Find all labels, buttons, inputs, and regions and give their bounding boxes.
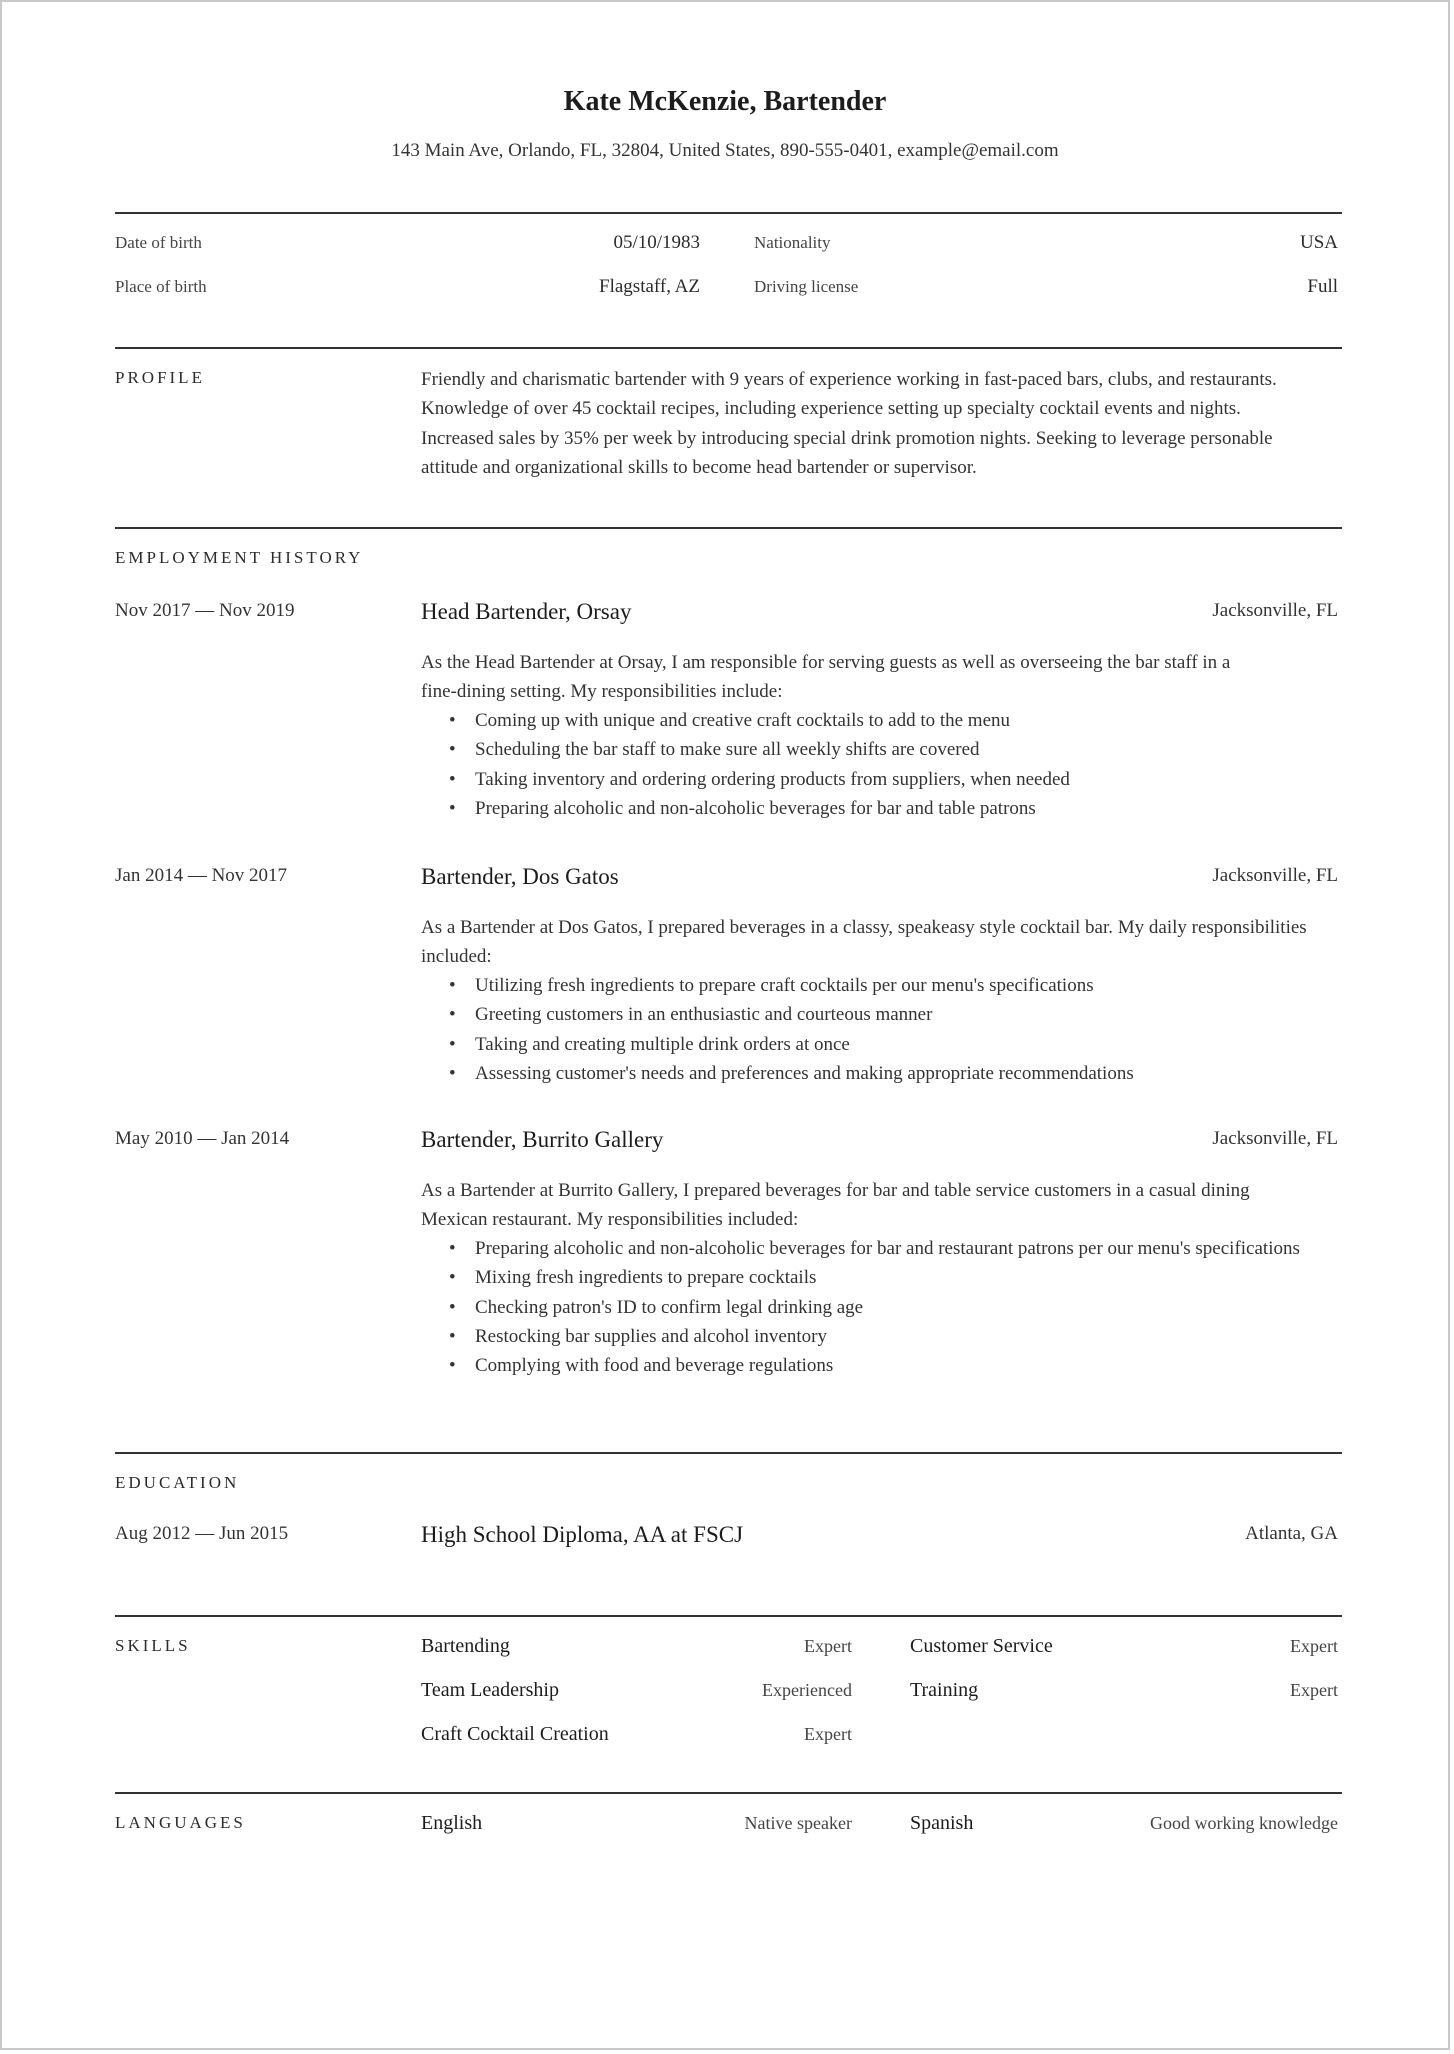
nationality-value: USA	[1299, 232, 1338, 253]
pob-value: Flagstaff, AZ	[599, 276, 700, 297]
job-description-line: As a Bartender at Dos Gatos, I prepared beverages in a classy, speakeasy style cocktail bar. My daily responsibilities	[421, 917, 1307, 938]
job-description-line: Mexican restaurant. My responsibilities included:	[421, 1209, 799, 1231]
profile-text	[421, 365, 1346, 482]
job-responsibilities	[421, 1234, 1305, 1380]
list-item: • Restocking bar supplies and alcohol inventory	[475, 1322, 1305, 1351]
list-item: • Assessing customer's needs and preferences and making appropriate recommendations	[475, 1059, 1335, 1088]
skill-level: Expert	[804, 1724, 852, 1744]
education-dates: Aug 2012 — Jun 2015	[115, 1523, 289, 1544]
list-item: • Coming up with unique and creative craft cocktails to add to the menu	[475, 706, 1335, 735]
employment-heading: EMPLOYMENT HISTORY	[115, 548, 364, 567]
education-degree: High School Diploma, AA at FSCJ	[421, 1522, 744, 1547]
job-responsibilities	[421, 706, 1335, 823]
skill-name: Training	[910, 1679, 979, 1701]
skill-name: Craft Cocktail Creation	[421, 1723, 609, 1745]
job-description	[421, 913, 1346, 972]
job-dates: May 2010 — Jan 2014	[115, 1128, 290, 1149]
language-level: Good working knowledge	[1150, 1813, 1338, 1833]
pob-label: Place of birth	[115, 277, 207, 296]
skill-level: Expert	[1290, 1636, 1338, 1656]
divider	[115, 527, 1342, 529]
list-item: • Greeting customers in an enthusiastic and courteous manner	[475, 1000, 1335, 1029]
education-location: Atlanta, GA	[1245, 1523, 1338, 1544]
divider	[115, 1452, 1342, 1454]
job-dates: Nov 2017 — Nov 2019	[115, 600, 295, 621]
list-item: • Utilizing fresh ingredients to prepare craft cocktails per our menu's specifications	[475, 971, 1335, 1000]
list-item: • Taking and creating multiple drink orders at once	[475, 1030, 1335, 1059]
skill-level: Expert	[804, 1636, 852, 1656]
job-title: Bartender, Burrito Gallery	[421, 1127, 664, 1152]
job-title: Head Bartender, Orsay	[421, 599, 632, 624]
job-description	[421, 1176, 1346, 1235]
job-description	[421, 648, 1346, 707]
job-title: Bartender, Dos Gatos	[421, 864, 619, 889]
nationality-label: Nationality	[754, 233, 831, 252]
contact-line: 143 Main Ave, Orlando, FL, 32804, United States, 890-555-0401, example@email.com	[391, 140, 1059, 161]
skill-name: Customer Service	[910, 1635, 1053, 1657]
profile-line: Increased sales by 35% per week by introducing special drink promotion nights. Seeking to leverage personable	[421, 427, 1273, 449]
job-description-line: As a Bartender at Burrito Gallery, I prepared beverages for bar and table service customers in a casual dining	[421, 1180, 1250, 1201]
list-item: • Preparing alcoholic and non-alcoholic beverages for bar and restaurant patrons per our menu's specifications	[475, 1234, 1305, 1263]
dob-value: 05/10/1983	[613, 232, 700, 253]
skill-name: Team Leadership	[421, 1679, 559, 1701]
job-description-line: fine-dining setting. My responsibilities include:	[421, 681, 783, 703]
profile-line: attitude and organizational skills to become head bartender or supervisor.	[421, 456, 977, 478]
divider	[115, 1792, 1342, 1794]
skill-name: Bartending	[421, 1635, 510, 1657]
profile-line: Knowledge of over 45 cocktail recipes, including experience setting up specialty cocktail events and nights.	[421, 398, 1241, 420]
license-label: Driving license	[754, 277, 859, 296]
dob-label: Date of birth	[115, 233, 202, 252]
languages-heading: LANGUAGES	[115, 1813, 246, 1832]
education-heading: EDUCATION	[115, 1473, 240, 1492]
list-item: • Mixing fresh ingredients to prepare cocktails	[475, 1263, 1305, 1292]
skill-level: Expert	[1290, 1680, 1338, 1700]
language-name: English	[421, 1812, 483, 1834]
profile-line: Friendly and charismatic bartender with 9 years of experience working in fast-paced bars, clubs, and restaurants.	[421, 369, 1277, 390]
job-location: Jacksonville, FL	[1212, 600, 1338, 621]
candidate-name: Kate McKenzie, Bartender	[563, 86, 887, 117]
profile-heading: PROFILE	[115, 368, 205, 387]
divider	[115, 347, 1342, 349]
job-responsibilities	[421, 971, 1335, 1088]
list-item: • Checking patron's ID to confirm legal drinking age	[475, 1293, 1305, 1322]
job-description-line: included:	[421, 946, 492, 968]
job-description-line: As the Head Bartender at Orsay, I am responsible for serving guests as well as overseeing the bar staff in a	[421, 652, 1231, 673]
list-item: • Complying with food and beverage regulations	[475, 1351, 1305, 1380]
list-item: • Scheduling the bar staff to make sure all weekly shifts are covered	[475, 735, 1335, 764]
job-location: Jacksonville, FL	[1212, 865, 1338, 886]
divider	[115, 1615, 1342, 1617]
resume-header	[2, 86, 1448, 162]
list-item: • Preparing alcoholic and non-alcoholic beverages for bar and table patrons	[475, 794, 1335, 823]
license-value: Full	[1307, 276, 1338, 297]
job-location: Jacksonville, FL	[1212, 1128, 1338, 1149]
skills-heading: SKILLS	[115, 1636, 191, 1655]
skill-level: Experienced	[762, 1680, 852, 1700]
language-name: Spanish	[910, 1812, 974, 1834]
list-item: • Taking inventory and ordering ordering products from suppliers, when needed	[475, 765, 1335, 794]
language-level: Native speaker	[744, 1813, 852, 1833]
job-dates: Jan 2014 — Nov 2017	[115, 865, 288, 886]
divider	[115, 212, 1342, 214]
